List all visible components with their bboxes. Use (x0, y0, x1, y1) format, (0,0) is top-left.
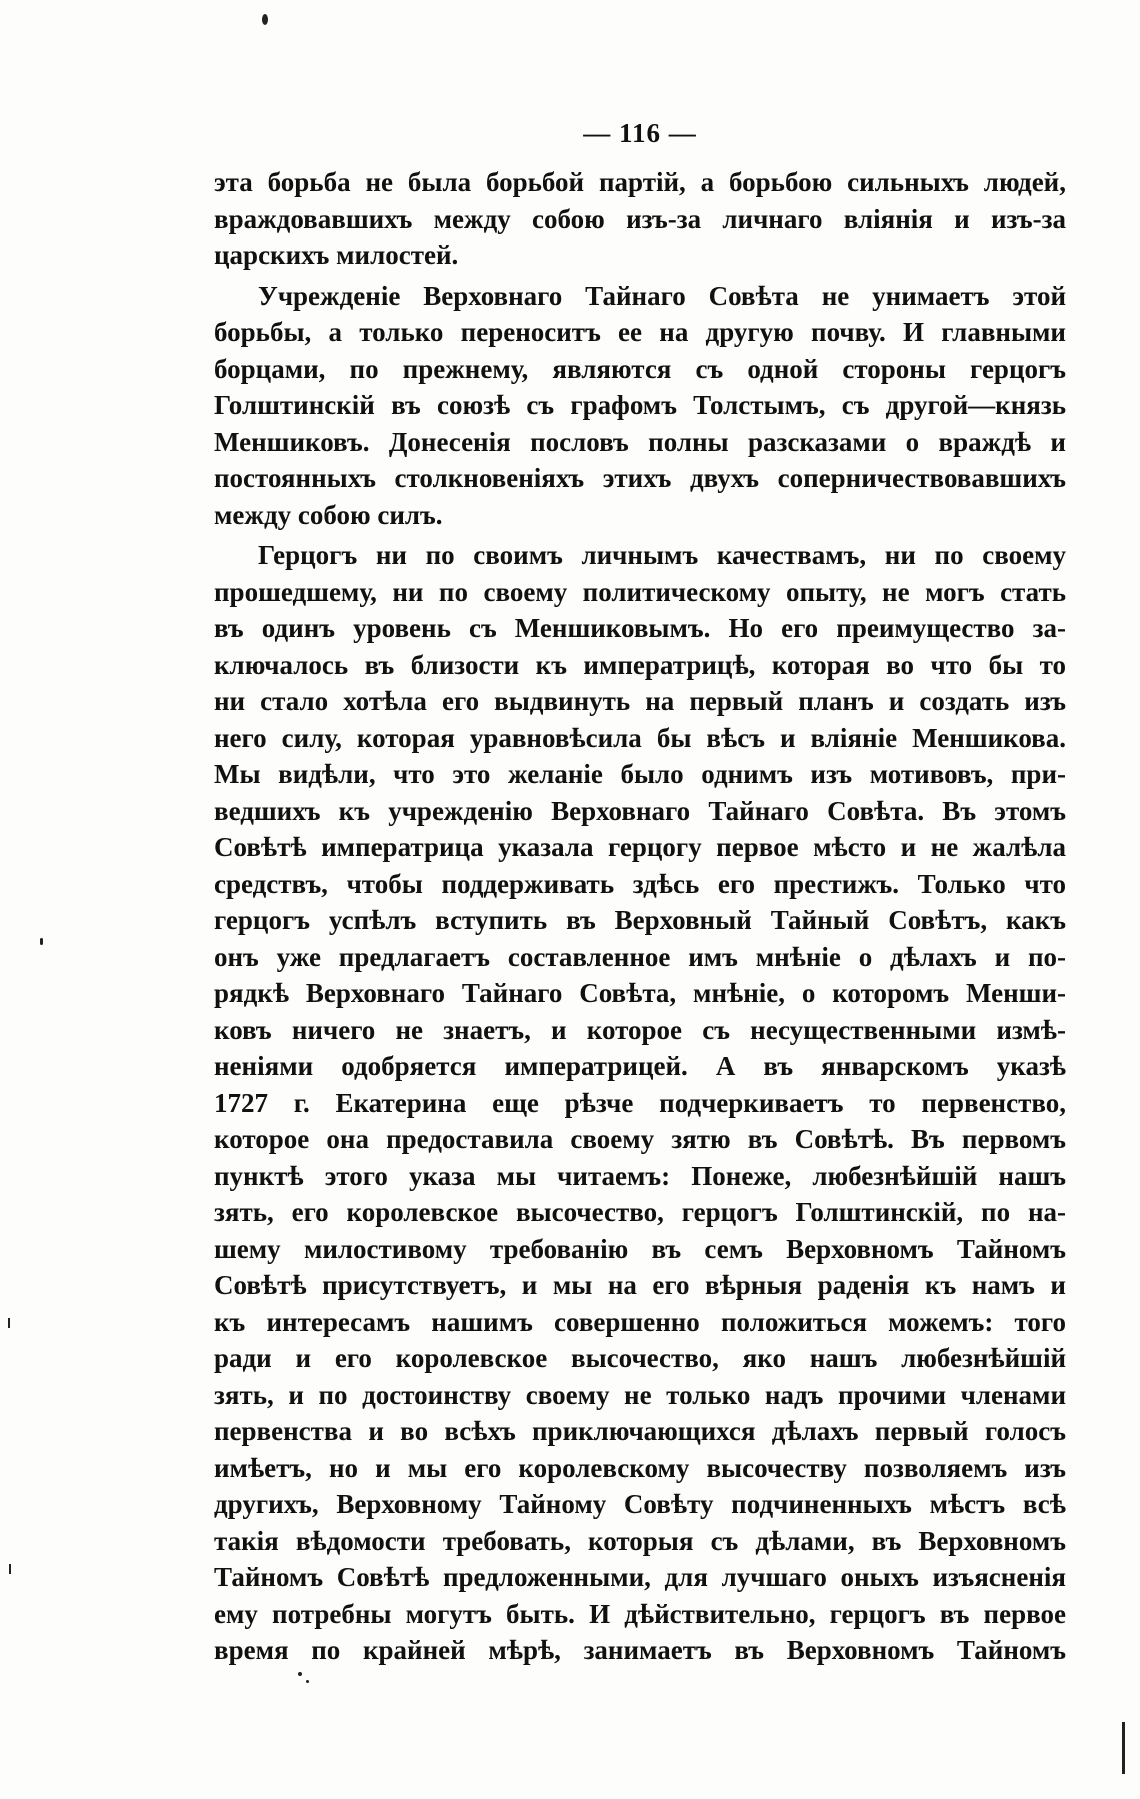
text-line: Мы видѣли, что это желаніе было однимъ изъ мотивовъ, при- (214, 759, 1066, 789)
scan-speck (262, 14, 268, 25)
text-line: эта борьба не была борьбой партій, а борьбою сильныхъ людей, (214, 167, 1066, 197)
text-line: имѣетъ, но и мы его королевскому высочеству позволяемъ изъ (214, 1452, 1066, 1483)
text-line: Голштинскій въ союзѣ съ графомъ Толстымъ, съ другой—князь (214, 390, 1066, 420)
text-line: Совѣтѣ присутствуетъ, и мы на его вѣрныя раденія къ намъ и (214, 1270, 1066, 1300)
text-line: ковъ ничего не знаетъ, и которое съ несущественными измѣ- (214, 1014, 1066, 1045)
text-line: борцами, по прежнему, являются съ одной стороны герцогъ (214, 353, 1066, 384)
text-line: постоянныхъ столкновеніяхъ этихъ двухъ соперничествовавшихъ (214, 463, 1066, 493)
text-line: въ одинъ уровень съ Меншиковымъ. Но его преимущество за- (214, 613, 1066, 643)
text-line: другихъ, Верховному Тайному Совѣту подчиненныхъ мѣстъ всѣ (214, 1489, 1066, 1519)
text-line: неніями одобряется императрицей. А въ январскомъ указѣ (214, 1051, 1066, 1081)
text-line: него силу, которая уравновѣсила бы вѣсъ и вліяніе Меншикова. (214, 722, 1066, 753)
text-line: между собою силъ. (214, 499, 443, 530)
text-line: царскихъ милостей. (214, 240, 459, 270)
text-line: Тайномъ Совѣтѣ предложенными, для лучшаго оныхъ изъясненія (214, 1562, 1066, 1592)
text-line: прошедшему, ни по своему политическому опыту, не могъ стать (214, 576, 1066, 607)
scan-speck (306, 1680, 309, 1683)
text-line: враждовавшихъ между собою изъ-за личнаго вліянія и изъ-за (214, 203, 1066, 234)
text-line: такія вѣдомости требовать, которыя съ дѣлами, въ Верховномъ (214, 1525, 1066, 1556)
text-line: ему потребны могутъ быть. И дѣйствительно, герцогъ въ первое (214, 1598, 1066, 1629)
text-line: средствъ, чтобы поддерживать здѣсь его престижъ. Только что (214, 868, 1066, 899)
text-line: къ интересамъ нашимъ совершенно положиться можемъ: того (214, 1306, 1066, 1337)
text-line: онъ уже предлагаетъ составленное имъ мнѣніе о дѣлахъ и по- (214, 941, 1066, 972)
text-line: борьбы, а только переноситъ ее на другую почву. И главными (214, 317, 1066, 347)
text-line: зять, и по достоинству своему не только надъ прочими членами (214, 1379, 1066, 1410)
text-line: время по крайней мѣрѣ, занимаетъ въ Верховномъ Тайномъ (214, 1635, 1066, 1665)
scan-speck (40, 938, 43, 945)
scan-speck (8, 1318, 10, 1328)
paragraph (214, 537, 1066, 1669)
text-line: 1727 г. Екатерина еще рѣзче подчеркиваетъ то первенство, (214, 1087, 1066, 1118)
body-text (214, 164, 1066, 1669)
text-line: ни стало хотѣла его выдвинуть на первый планъ и создать изъ (214, 686, 1066, 716)
text-line: ключалось въ близости къ императрицѣ, которая во что бы то (214, 649, 1066, 680)
text-line: Учрежденіе Верховнаго Тайнаго Совѣта не унимаетъ этой (258, 280, 1066, 311)
text-line: Совѣтѣ императрица указала герцогу первое мѣсто и не жалѣла (214, 832, 1066, 862)
text-line: герцогъ успѣлъ вступить въ Верховный Тайный Совѣтъ, какъ (214, 905, 1066, 935)
text-line: ради и его королевское высочество, яко нашъ любезнѣйшій (214, 1343, 1066, 1373)
scan-speck (298, 1672, 302, 1676)
paragraph (214, 278, 1066, 534)
text-line: зять, его королевское высочество, герцогъ Голштинскій, по на- (214, 1197, 1066, 1227)
text-line: Меншиковъ. Донесенія пословъ полны разсказами о враждѣ и (214, 426, 1066, 457)
text-line: шему милостивому требованію въ семъ Верховномъ Тайномъ (214, 1233, 1066, 1264)
text-line: первенства и во всѣхъ приключающихся дѣлахъ первый голосъ (214, 1416, 1066, 1446)
page-number: — 116 — (583, 118, 697, 148)
scan-edge-mark (1122, 1722, 1125, 1774)
text-line: рядкѣ Верховнаго Тайнаго Совѣта, мнѣніе, о которомъ Менши- (214, 978, 1066, 1008)
text-line: пунктѣ этого указа мы читаемъ: Понеже, любезнѣйшій нашъ (214, 1160, 1066, 1191)
paragraph (214, 164, 1066, 274)
text-line: Герцогъ ни по своимъ личнымъ качествамъ, ни по своему (258, 540, 1066, 570)
text-line: ведшихъ къ учрежденію Верховнаго Тайнаго Совѣта. Въ этомъ (214, 795, 1066, 826)
text-line: которое она предоставила своему зятю въ Совѣтѣ. Въ первомъ (214, 1124, 1066, 1154)
scan-speck (9, 1564, 11, 1574)
